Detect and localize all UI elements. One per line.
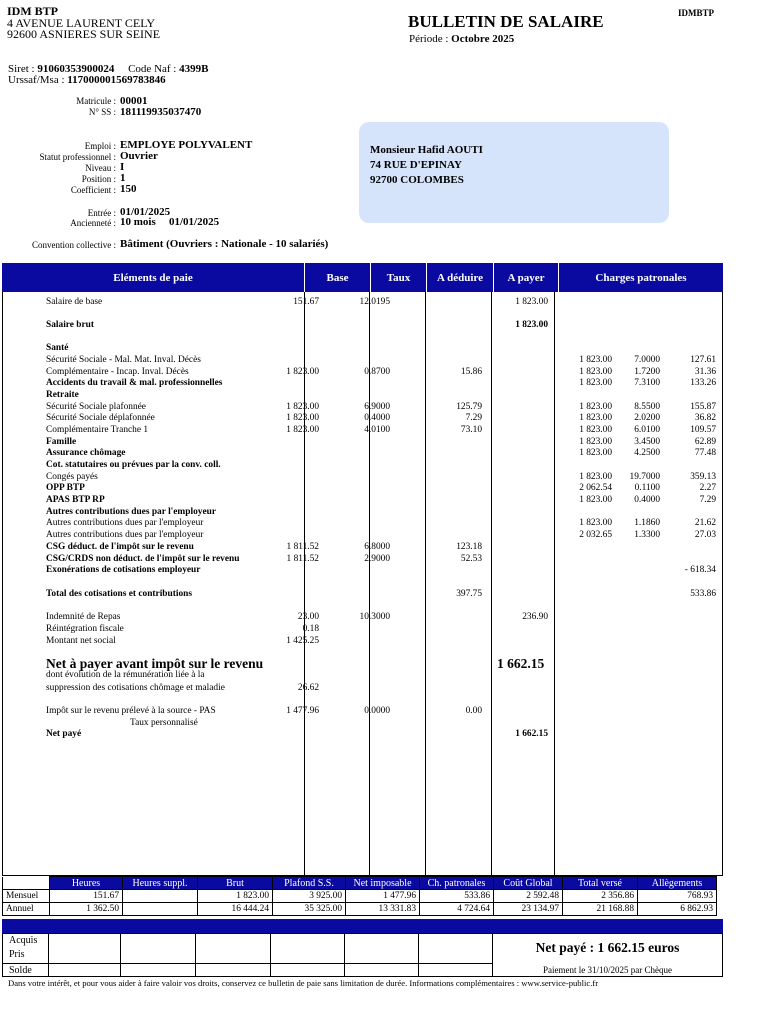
totals-cell: 1 823.00 bbox=[198, 890, 273, 903]
pay-line bbox=[0, 565, 724, 577]
pay-line bbox=[0, 483, 724, 495]
pay-line-cb: 1 823.00 bbox=[579, 402, 612, 412]
convention: Bâtiment (Ouvriers : Nationale - 10 salariés) bbox=[120, 238, 329, 250]
pay-line-label: suppression des cotisations chômage et maladie bbox=[46, 683, 225, 693]
totals-header: Total versé bbox=[563, 877, 638, 890]
pay-line bbox=[0, 518, 724, 530]
totals-cell: 3 925.00 bbox=[273, 890, 346, 903]
conges-acquis: Acquis bbox=[9, 935, 38, 946]
pay-line-label: APAS BTP RP bbox=[46, 495, 105, 505]
pay-line-taux: 0.8700 bbox=[364, 367, 390, 377]
pay-line-ct: 7.0000 bbox=[634, 355, 660, 365]
pay-line-label: Accidents du travail & mal. professionnelles bbox=[46, 378, 223, 388]
pay-line bbox=[0, 437, 724, 449]
totals-cell: 533.86 bbox=[420, 890, 494, 903]
pay-line-label: OPP BTP bbox=[46, 483, 85, 493]
pay-line bbox=[0, 390, 724, 402]
siret-line: Siret : 91060353900024 Code Naf : 4399B bbox=[8, 63, 209, 75]
pay-line-ded: 397.75 bbox=[456, 589, 482, 599]
pay-line-cm: 7.29 bbox=[699, 495, 716, 505]
totals-header: Brut bbox=[198, 877, 273, 890]
pay-line-pay: 236.90 bbox=[522, 612, 548, 622]
pay-table-header bbox=[2, 263, 723, 292]
totals-row-label: Mensuel bbox=[3, 890, 50, 903]
pay-line bbox=[0, 472, 724, 484]
pay-line-cb: 1 823.00 bbox=[579, 425, 612, 435]
pay-line-ded: 0.00 bbox=[465, 706, 482, 716]
pay-line bbox=[0, 495, 724, 507]
pay-line bbox=[0, 448, 724, 460]
pay-line-label: Famille bbox=[46, 437, 77, 447]
totals-cell: 4 724.64 bbox=[420, 903, 494, 916]
pay-line-ded: 15.86 bbox=[460, 367, 482, 377]
conges-divider bbox=[344, 933, 345, 977]
footer-note: Dans votre intérêt, et pour vous aider à faire valoir vos droits, conservez ce bulletin de paie sans limitation de durée. Informations complémentaires : www.service-public.fr bbox=[8, 978, 599, 988]
pay-line-cb: 1 823.00 bbox=[579, 367, 612, 377]
header-base: Base bbox=[304, 263, 370, 292]
totals-cell: 2 592.48 bbox=[494, 890, 563, 903]
pay-line-cm: 127.61 bbox=[690, 355, 716, 365]
ss-number: 181119935037470 bbox=[120, 106, 202, 118]
pay-line-base: 1 823.00 bbox=[286, 413, 319, 423]
pay-line bbox=[0, 729, 724, 741]
pay-line-taux: 0.4000 bbox=[364, 413, 390, 423]
pay-line-label: Salaire brut bbox=[46, 320, 95, 330]
ss-label: N° SS : bbox=[88, 107, 116, 117]
pay-line-cm: 31.36 bbox=[694, 367, 716, 377]
pay-line-label: Indemnité de Repas bbox=[46, 612, 121, 622]
pay-line-ct: 6.0100 bbox=[634, 425, 660, 435]
pay-line-ct: 1.7200 bbox=[634, 367, 660, 377]
pay-line-base: 26.62 bbox=[297, 683, 319, 693]
pay-line-ct: 0.4000 bbox=[634, 495, 660, 505]
pay-line-label: Complémentaire - Incap. Inval. Décès bbox=[46, 367, 189, 377]
net-paye-final: Net payé : 1 662.15 euros bbox=[535, 940, 680, 955]
pay-line bbox=[0, 589, 724, 601]
pay-line-label: Réintégration fiscale bbox=[46, 624, 124, 634]
pay-line-cb: 1 823.00 bbox=[579, 448, 612, 458]
pay-line bbox=[0, 402, 724, 414]
pay-line-cm: 133.26 bbox=[690, 378, 716, 388]
pay-line-cm: 21.62 bbox=[694, 518, 716, 528]
pay-line-cm: - 618.34 bbox=[684, 565, 716, 575]
taux-personnalise: Taux personnalisé bbox=[130, 718, 198, 728]
pay-line-ded: 123.18 bbox=[456, 542, 482, 552]
entree-date: 01/01/2025 bbox=[120, 206, 171, 218]
emploi-label: Emploi : bbox=[84, 141, 116, 151]
pay-line-label: Sécurité Sociale plafonnée bbox=[46, 402, 146, 412]
totals-cell: 6 862.93 bbox=[638, 903, 717, 916]
pay-line-taux: 6.8000 bbox=[364, 542, 390, 552]
conges-solde: Solde bbox=[9, 965, 32, 976]
pay-line-label: Cot. statutaires ou prévues par la conv. coll. bbox=[46, 460, 221, 470]
anciennete-label: Ancienneté : bbox=[70, 218, 116, 228]
pay-line-taux: 0.0000 bbox=[364, 706, 390, 716]
conges-divider bbox=[270, 933, 271, 977]
pay-line-taux: 10.3000 bbox=[359, 612, 390, 622]
pay-line-taux: 4.0100 bbox=[364, 425, 390, 435]
pay-line bbox=[0, 554, 724, 566]
pay-line-ct: 8.5500 bbox=[634, 402, 660, 412]
pay-line bbox=[0, 542, 724, 554]
matricule-label: Matricule : bbox=[76, 96, 116, 106]
totals-row-annuel bbox=[3, 903, 717, 916]
pay-line-taux: 6.9000 bbox=[364, 402, 390, 412]
net-avant-value: 1 662.15 bbox=[497, 656, 545, 671]
pay-line-taux: 12.0195 bbox=[359, 297, 390, 307]
pay-line-cb: 2 032.65 bbox=[579, 530, 612, 540]
pay-line-cm: 77.48 bbox=[694, 448, 716, 458]
totals-header: Coût Global bbox=[494, 877, 563, 890]
pay-line-cb: 1 823.00 bbox=[579, 355, 612, 365]
pay-line bbox=[0, 612, 724, 624]
conges-divider bbox=[195, 933, 196, 977]
payment-info: Paiement le 31/10/2025 par Chèque bbox=[543, 965, 672, 975]
pay-line-label: Retraite bbox=[46, 390, 79, 400]
pay-line-cm: 359.13 bbox=[690, 472, 716, 482]
pay-line-base: 1 477.96 bbox=[286, 706, 319, 716]
conges-divider bbox=[418, 933, 419, 977]
pay-line-ct: 19.7000 bbox=[629, 472, 660, 482]
period: Période : Octobre 2025 bbox=[409, 33, 515, 45]
niveau-label: Niveau : bbox=[85, 163, 116, 173]
totals-header: Heures bbox=[50, 877, 123, 890]
pay-line-label: dont évolution de la rémunération liée à la bbox=[46, 670, 205, 680]
pay-line-base: 151.67 bbox=[293, 297, 319, 307]
pay-line-label: Assurance chômage bbox=[46, 448, 126, 458]
pay-line-label: Total des cotisations et contributions bbox=[46, 589, 193, 599]
pay-line-ded: 52.53 bbox=[460, 554, 482, 564]
pay-line-cb: 1 823.00 bbox=[579, 518, 612, 528]
pay-line-label: Sécurité Sociale déplafonnée bbox=[46, 413, 155, 423]
pay-line-ct: 0.1100 bbox=[634, 483, 660, 493]
totals-header: Allègements bbox=[638, 877, 717, 890]
entree-label: Entrée : bbox=[87, 208, 116, 218]
pay-line bbox=[0, 507, 724, 519]
pay-line-ct: 2.0200 bbox=[634, 413, 660, 423]
matricule: 00001 bbox=[120, 95, 148, 107]
pay-line-label: Autres contributions dues par l'employeur bbox=[46, 530, 204, 540]
totals-header: Plafond S.S. bbox=[273, 877, 346, 890]
pay-line-cb: 1 823.00 bbox=[579, 437, 612, 447]
totals-cell: 13 331.83 bbox=[346, 903, 420, 916]
pay-line-label: Exonérations de cotisations employeur bbox=[46, 565, 201, 575]
pay-line-cm: 2.27 bbox=[699, 483, 716, 493]
header-charges: Charges patronales bbox=[558, 263, 723, 292]
document-title: BULLETIN DE SALAIRE bbox=[408, 12, 604, 31]
totals-header: Heures suppl. bbox=[123, 877, 198, 890]
pay-line-cb: 1 823.00 bbox=[579, 413, 612, 423]
pay-line-label: Salaire de base bbox=[46, 297, 103, 307]
pay-line-ct: 1.3300 bbox=[634, 530, 660, 540]
employer-name: IDM BTP bbox=[7, 4, 58, 18]
pay-line bbox=[0, 378, 724, 390]
pay-line bbox=[0, 413, 724, 425]
pay-line-label: Autres contributions dues par l'employeur bbox=[46, 507, 216, 517]
pay-line-base: 23.00 bbox=[297, 612, 319, 622]
pay-line bbox=[0, 425, 724, 437]
pay-line-cm: 36.82 bbox=[694, 413, 716, 423]
pay-line-ded: 73.10 bbox=[460, 425, 482, 435]
header-deduire: A déduire bbox=[426, 263, 493, 292]
pay-line bbox=[0, 367, 724, 379]
pay-line-base: 1 811.52 bbox=[286, 554, 319, 564]
statut-label: Statut professionnel : bbox=[39, 152, 116, 162]
totals-row-mensuel bbox=[3, 890, 717, 903]
pay-line-base: 1 823.00 bbox=[286, 402, 319, 412]
totals-cell bbox=[123, 890, 198, 903]
pay-line-base: 0.18 bbox=[302, 624, 319, 634]
totals-cell: 768.93 bbox=[638, 890, 717, 903]
pay-line-cb: 1 823.00 bbox=[579, 472, 612, 482]
pay-line bbox=[0, 355, 724, 367]
pay-line bbox=[0, 530, 724, 542]
pay-line-cm: 62.89 bbox=[694, 437, 716, 447]
anciennete-date: 01/01/2025 bbox=[169, 216, 220, 228]
pay-line-label: Net payé bbox=[46, 729, 82, 739]
position-label: Position : bbox=[81, 174, 116, 184]
pay-line-ct: 1.1860 bbox=[634, 518, 660, 528]
pay-line-label: Autres contributions dues par l'employeur bbox=[46, 518, 204, 528]
employer-code: IDMBTP bbox=[678, 8, 714, 18]
recipient-box bbox=[359, 122, 669, 223]
totals-cell: 1 477.96 bbox=[346, 890, 420, 903]
coefficient-label: Coefficient : bbox=[70, 185, 116, 195]
conges-header-bar bbox=[2, 919, 723, 933]
totals-cell: 2 356.86 bbox=[563, 890, 638, 903]
pay-line-cb: 1 823.00 bbox=[579, 378, 612, 388]
employer-address-2: 92600 ASNIERES SUR SEINE bbox=[7, 27, 161, 41]
pay-line-base: 1 811.52 bbox=[286, 542, 319, 552]
pay-line-label: Montant net social bbox=[46, 636, 116, 646]
recipient-name: Monsieur Hafid AOUTI bbox=[370, 144, 483, 156]
pay-line-label: Sécurité Sociale - Mal. Mat. Inval. Décès bbox=[46, 355, 201, 365]
totals-header: Ch. patronales bbox=[420, 877, 494, 890]
totals-table bbox=[2, 876, 717, 916]
pay-line-pay: 1 662.15 bbox=[515, 729, 548, 739]
totals-header: Net imposable bbox=[346, 877, 420, 890]
position: 1 bbox=[120, 172, 126, 184]
pay-line bbox=[0, 683, 724, 695]
statut: Ouvrier bbox=[120, 150, 158, 162]
net-avant-label: Net à payer avant impôt sur le revenu bbox=[46, 656, 264, 671]
pay-line-taux: 2.9000 bbox=[364, 554, 390, 564]
niveau: I bbox=[120, 161, 125, 173]
pay-line-label: Complémentaire Tranche 1 bbox=[46, 425, 149, 435]
urssaf-line: Urssaf/Msa : 117000001569783846 bbox=[8, 74, 166, 86]
pay-line-ded: 125.79 bbox=[456, 402, 482, 412]
recipient-address-2: 92700 COLOMBES bbox=[370, 174, 464, 186]
recipient-address-1: 74 RUE D'EPINAY bbox=[370, 159, 462, 171]
conges-divider bbox=[48, 933, 49, 977]
employer-address-1: 4 AVENUE LAURENT CELY bbox=[7, 16, 156, 30]
pay-line-label: Congés payés bbox=[46, 472, 98, 482]
coefficient: 150 bbox=[120, 183, 137, 195]
conges-pris: Pris bbox=[9, 949, 25, 960]
pay-line-label: CSG/CRDS non déduct. de l'impôt sur le revenu bbox=[46, 554, 240, 564]
conges-divider bbox=[120, 933, 121, 977]
pay-line-cm: 533.86 bbox=[690, 589, 716, 599]
pay-line-ct: 4.2500 bbox=[634, 448, 660, 458]
pay-line bbox=[0, 636, 724, 648]
emploi: EMPLOYE POLYVALENT bbox=[120, 139, 253, 151]
pay-line-ct: 7.3100 bbox=[634, 378, 660, 388]
pay-line-base: 1 425.25 bbox=[286, 636, 319, 646]
pay-line-ct: 3.4500 bbox=[634, 437, 660, 447]
totals-cell: 151.67 bbox=[50, 890, 123, 903]
pay-line-base: 1 823.00 bbox=[286, 425, 319, 435]
totals-cell bbox=[123, 903, 198, 916]
totals-row-label: Annuel bbox=[3, 903, 50, 916]
pay-line bbox=[0, 343, 724, 355]
pay-line-label: Santé bbox=[46, 343, 69, 353]
pay-line-pay: 1 823.00 bbox=[515, 297, 548, 307]
convention-label: Convention collective : bbox=[32, 240, 116, 250]
pay-line bbox=[0, 460, 724, 472]
pay-line-label: Impôt sur le revenu prélevé à la source - PAS bbox=[46, 706, 216, 716]
totals-cell: 1 362.50 bbox=[50, 903, 123, 916]
pay-line bbox=[0, 706, 724, 718]
pay-line-cm: 109.57 bbox=[690, 425, 716, 435]
pay-line bbox=[0, 624, 724, 636]
totals-cell: 35 325.00 bbox=[273, 903, 346, 916]
anciennete: 10 mois bbox=[120, 216, 156, 228]
pay-line-base: 1 823.00 bbox=[286, 367, 319, 377]
pay-line bbox=[0, 297, 724, 309]
header-taux: Taux bbox=[370, 263, 426, 292]
pay-line-cm: 27.03 bbox=[694, 530, 716, 540]
pay-line bbox=[0, 320, 724, 332]
pay-line-pay: 1 823.00 bbox=[515, 320, 548, 330]
pay-line-cm: 155.87 bbox=[690, 402, 716, 412]
header-elements: Eléments de paie bbox=[2, 263, 304, 292]
totals-cell: 23 134.97 bbox=[494, 903, 563, 916]
pay-line-ded: 7.29 bbox=[465, 413, 482, 423]
totals-cell: 16 444.24 bbox=[198, 903, 273, 916]
header-payer: A payer bbox=[493, 263, 558, 292]
totals-cell: 21 168.88 bbox=[563, 903, 638, 916]
pay-line-label: CSG déduct. de l'impôt sur le revenu bbox=[46, 542, 194, 552]
pay-line-cb: 2 062.54 bbox=[579, 483, 612, 493]
pay-line-cb: 1 823.00 bbox=[579, 495, 612, 505]
